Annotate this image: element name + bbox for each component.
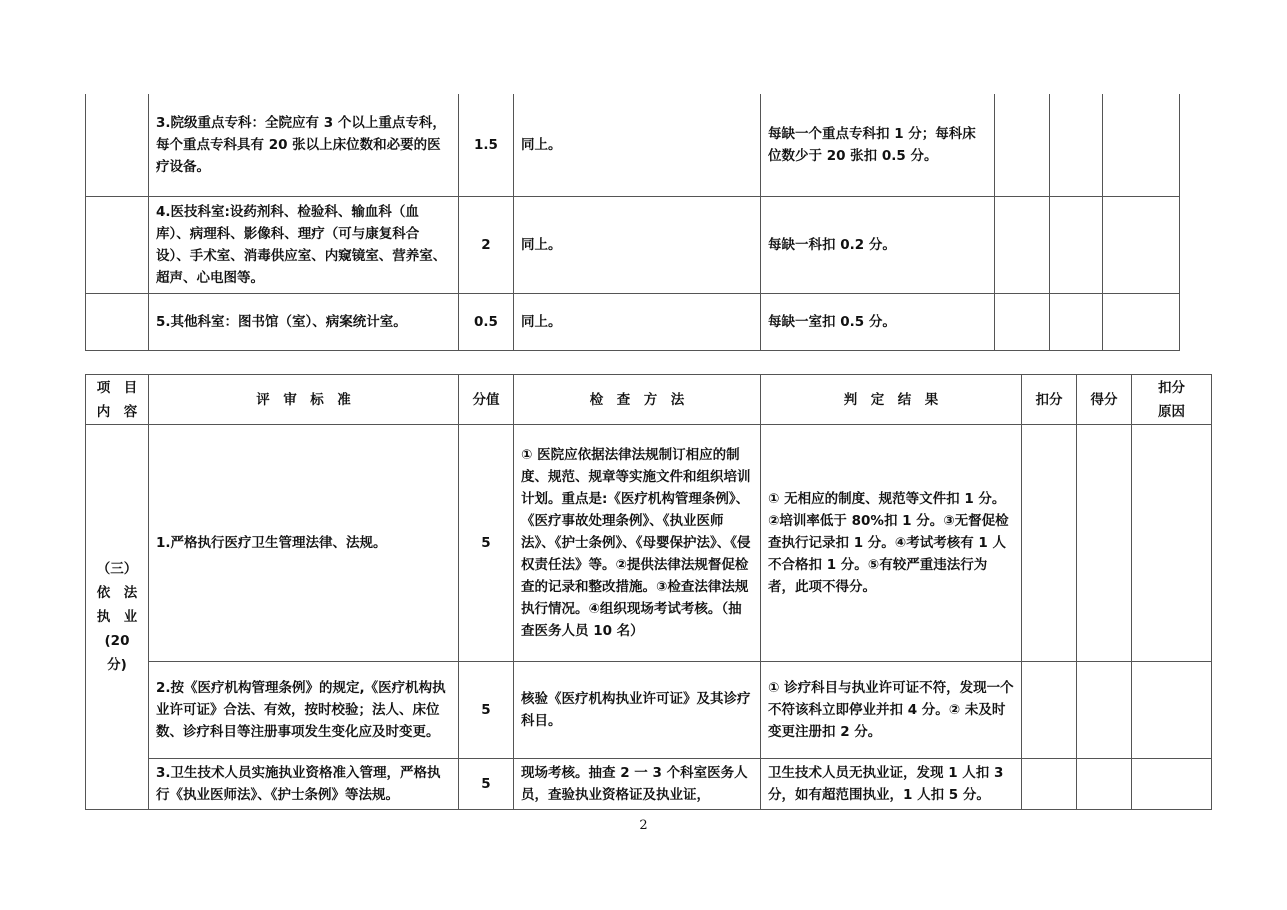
- header-item: [86, 375, 149, 425]
- standard-cell: 1.严格执行医疗卫生管理法律、法规。: [149, 425, 459, 662]
- get-cell: [1077, 662, 1132, 759]
- standard-cell: 3.卫生技术人员实施执业资格准入管理，严格执行《执业医师法》、《护士条例》等法规。: [149, 759, 459, 810]
- method-cell: 现场考核。抽查 2 一 3 个科室医务人员，查验执业资格证及执业证，: [514, 759, 761, 810]
- table-row: [86, 662, 1212, 759]
- header-standard: 评 审 标 准: [149, 375, 459, 425]
- review-table: [85, 374, 1212, 810]
- category-cell: [86, 293, 149, 350]
- category-line: （三）: [96, 561, 138, 577]
- header-reason: [1132, 375, 1212, 425]
- get-cell: [1077, 425, 1132, 662]
- score-cell: 5: [459, 425, 514, 662]
- reason-cell: [1132, 759, 1212, 810]
- get-cell: [1077, 759, 1132, 810]
- result-cell: ① 诊疗科目与执业许可证不符，发现一个不符该科立即停业并扣 4 分。② 未及时变更注册扣 2 分。: [761, 662, 1022, 759]
- score-cell: 1.5: [459, 94, 514, 196]
- category-cell: [86, 425, 149, 810]
- deduct-cell: [995, 196, 1050, 293]
- category-line: 执 业: [96, 609, 138, 625]
- category-line: 分): [107, 657, 127, 673]
- header-reason-line2: 原因: [1158, 403, 1185, 420]
- continued-table: [85, 94, 1180, 351]
- standard-cell: 2.按《医疗机构管理条例》的规定,《医疗机构执业许可证》合法、有效，按时校验；法人、床位数、诊疗科目等注册事项发生变化应及时变更。: [149, 662, 459, 759]
- reason-cell: [1132, 662, 1212, 759]
- result-cell: 每缺一个重点专科扣 1 分；每科床位数少于 20 张扣 0.5 分。: [761, 94, 995, 196]
- reason-cell: [1103, 293, 1180, 350]
- get-cell: [1050, 196, 1103, 293]
- deduct-cell: [1022, 759, 1077, 810]
- header-reason-line1: 扣分: [1158, 379, 1185, 396]
- method-cell: 同上。: [514, 94, 761, 196]
- standard-cell: 5.其他科室：图书馆（室）、病案统计室。: [149, 293, 459, 350]
- deduct-cell: [1022, 662, 1077, 759]
- header-score: 分值: [459, 375, 514, 425]
- table-row: [86, 196, 1180, 293]
- reason-cell: [1132, 425, 1212, 662]
- header-get: 得分: [1077, 375, 1132, 425]
- header-row: [86, 375, 1212, 425]
- standard-cell: 4.医技科室:设药剂科、检验科、输血科（血库）、病理科、影像科、理疗（可与康复科合设）、手术室、消毒供应室、内窥镜室、营养室、超声、心电图等。: [149, 196, 459, 293]
- deduct-cell: [995, 293, 1050, 350]
- score-cell: 5: [459, 662, 514, 759]
- table-row: [86, 425, 1212, 662]
- result-cell: 每缺一科扣 0.2 分。: [761, 196, 995, 293]
- reason-cell: [1103, 94, 1180, 196]
- header-result: 判 定 结 果: [761, 375, 1022, 425]
- deduct-cell: [995, 94, 1050, 196]
- get-cell: [1050, 94, 1103, 196]
- table-row: [86, 293, 1180, 350]
- result-cell: ① 无相应的制度、规范等文件扣 1 分。②培训率低于 80%扣 1 分。③无督促检查执行记录扣 1 分。④考试考核有 1 人不合格扣 1 分。⑤有较严重违法行为者，此项不得分。: [761, 425, 1022, 662]
- method-cell: 核验《医疗机构执业许可证》及其诊疗科目。: [514, 662, 761, 759]
- method-cell: ① 医院应依据法律法规制订相应的制度、规范、规章等实施文件和组织培训计划。重点是:《医疗机构管理条例》、《医疗事故处理条例》、《执业医师法》、《护士条例》、《母婴保护法》、《侵权责任法》等。②提供法律法规督促检查的记录和整改措施。③检查法律法规执行情况。④组织现场考试考核。（抽查医务人员 10 名）: [514, 425, 761, 662]
- result-cell: 每缺一室扣 0.5 分。: [761, 293, 995, 350]
- header-item-line2: 内 容: [96, 403, 138, 420]
- get-cell: [1050, 293, 1103, 350]
- category-line: 依 法: [96, 585, 138, 601]
- header-method: 检 查 方 法: [514, 375, 761, 425]
- reason-cell: [1103, 196, 1180, 293]
- page-number: 2: [639, 818, 648, 833]
- table-row: [86, 94, 1180, 196]
- method-cell: 同上。: [514, 196, 761, 293]
- standard-cell: 3.院级重点专科：全院应有 3 个以上重点专科，每个重点专科具有 20 张以上床位数和必要的医疗设备。: [149, 94, 459, 196]
- deduct-cell: [1022, 425, 1077, 662]
- table-row: [86, 759, 1212, 810]
- category-cell: [86, 196, 149, 293]
- method-cell: 同上。: [514, 293, 761, 350]
- score-cell: 0.5: [459, 293, 514, 350]
- header-item-line1: 项 目: [96, 379, 138, 396]
- header-deduct: 扣分: [1022, 375, 1077, 425]
- category-line: (20: [104, 633, 130, 649]
- score-cell: 5: [459, 759, 514, 810]
- category-cell: [86, 94, 149, 196]
- result-cell: 卫生技术人员无执业证，发现 1 人扣 3 分，如有超范围执业，1 人扣 5 分。: [761, 759, 1022, 810]
- score-cell: 2: [459, 196, 514, 293]
